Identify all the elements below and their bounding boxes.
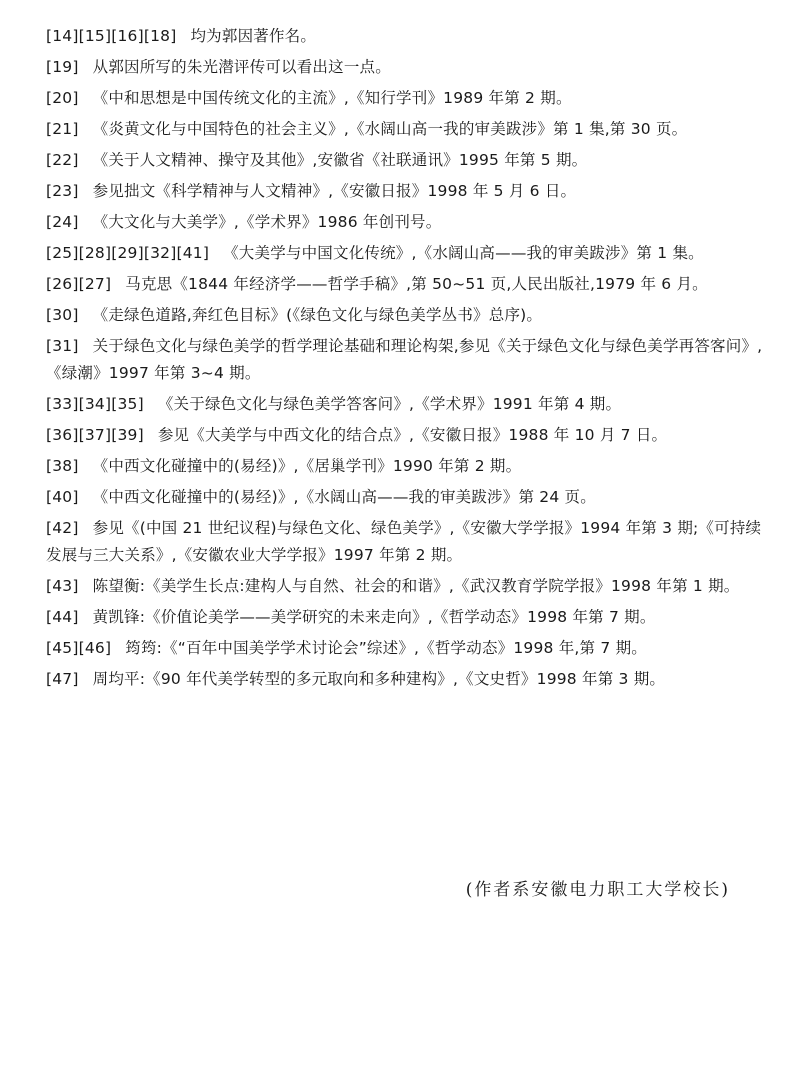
footnote-ref: [23] [46, 182, 79, 200]
footnote-text: 《大美学与中国文化传统》,《水阔山高——我的审美跋涉》第 1 集。 [223, 244, 704, 262]
footnote [46, 333, 776, 387]
footnote-text: 参见《(中国 21 世纪议程)与绿色文化、绿色美学》,《安徽大学学报》1994 年第 3 期;《可持续发展与三大关系》,《安徽农业大学学报》1997 年第 2 期。 [46, 519, 762, 564]
footnote-text: 黄凯锋:《价值论美学——美学研究的未来走向》,《哲学动态》1998 年第 7 期。 [92, 608, 656, 626]
footnote-text: 从郭因所写的朱光潜评传可以看出这一点。 [92, 58, 391, 76]
footnote [46, 302, 776, 329]
footnote-ref: [26][27] [46, 275, 112, 293]
footnote-ref: [47] [46, 670, 79, 688]
footnote-ref: [24] [46, 213, 79, 231]
footnote [46, 453, 776, 480]
footnote [46, 178, 776, 205]
footnote [46, 573, 776, 600]
footnote-text: 《关于人文精神、操守及其他》,安徽省《社联通讯》1995 年第 5 期。 [92, 151, 588, 169]
footnote-text: 《炎黄文化与中国特色的社会主义》,《水阔山高一我的审美跋涉》第 1 集,第 30 页。 [92, 120, 688, 138]
author-affiliation: (作者系安徽电力职工大学校长) [465, 880, 730, 900]
footnote-text: 《走绿色道路,奔红色目标》(《绿色文化与绿色美学丛书》总序)。 [92, 306, 543, 324]
footnote-ref: [30] [46, 306, 79, 324]
footnote [46, 54, 776, 81]
footnote [46, 604, 776, 631]
footnote [46, 484, 776, 511]
footnote-text: 均为郭因著作名。 [190, 27, 317, 45]
footnote-ref: [42] [46, 519, 79, 537]
footnote-ref: [22] [46, 151, 79, 169]
footnote-ref: [33][34][35] [46, 395, 144, 413]
footnote-ref: [45][46] [46, 639, 112, 657]
footnote-ref: [43] [46, 577, 79, 595]
footnote-text: 《中和思想是中国传统文化的主流》,《知行学刊》1989 年第 2 期。 [92, 89, 572, 107]
footnote-ref: [14][15][16][18] [46, 27, 177, 45]
footnote-text: 陈望衡:《美学生长点:建构人与自然、社会的和谐》,《武汉教育学院学报》1998 年第 1 期。 [92, 577, 740, 595]
footnote-ref: [40] [46, 488, 79, 506]
footnote-text: 周均平:《90 年代美学转型的多元取向和多种建构》,《文史哲》1998 年第 3 期。 [92, 670, 666, 688]
footnote-text: 《中西文化碰撞中的(易经)》,《居巢学刊》1990 年第 2 期。 [92, 457, 522, 475]
footnote-text: 《大文化与大美学》,《学术界》1986 年创刊号。 [92, 213, 442, 231]
footnote [46, 666, 776, 693]
footnote [46, 635, 776, 662]
footnote-ref: [21] [46, 120, 79, 138]
footnote-text: 马克思《1844 年经济学——哲学手稿》,第 50~51 页,人民出版社,1979 年 6 月。 [125, 275, 708, 293]
footnote-ref: [20] [46, 89, 79, 107]
footnote-text: 参见拙文《科学精神与人文精神》,《安徽日报》1998 年 5 月 6 日。 [92, 182, 577, 200]
footnote [46, 23, 776, 50]
footnote [46, 147, 776, 174]
footnote-ref: [44] [46, 608, 79, 626]
footnote [46, 116, 776, 143]
footnote [46, 515, 776, 569]
footnote-text: 《关于绿色文化与绿色美学答客问》,《学术界》1991 年第 4 期。 [157, 395, 622, 413]
footnote-text: 参见《大美学与中西文化的结合点》,《安徽日报》1988 年 10 月 7 日。 [157, 426, 668, 444]
footnote-text: 筠筠:《“百年中国美学学术讨论会”综述》,《哲学动态》1998 年,第 7 期。 [125, 639, 647, 657]
footnote [46, 271, 776, 298]
footnote-ref: [36][37][39] [46, 426, 144, 444]
footnote-ref: [25][28][29][32][41] [46, 244, 210, 262]
footnote [46, 422, 776, 449]
footnotes-list [46, 23, 776, 697]
footnote-ref: [38] [46, 457, 79, 475]
footnote-ref: [19] [46, 58, 79, 76]
footnote [46, 391, 776, 418]
footnote-text: 关于绿色文化与绿色美学的哲学理论基础和理论构架,参见《关于绿色文化与绿色美学再答客问》,《绿潮》1997 年第 3~4 期。 [46, 337, 763, 382]
footnote [46, 240, 776, 267]
footnote [46, 209, 776, 236]
footnote-text: 《中西文化碰撞中的(易经)》,《水阔山高——我的审美跋涉》第 24 页。 [92, 488, 596, 506]
footnote [46, 85, 776, 112]
footnote-ref: [31] [46, 337, 79, 355]
